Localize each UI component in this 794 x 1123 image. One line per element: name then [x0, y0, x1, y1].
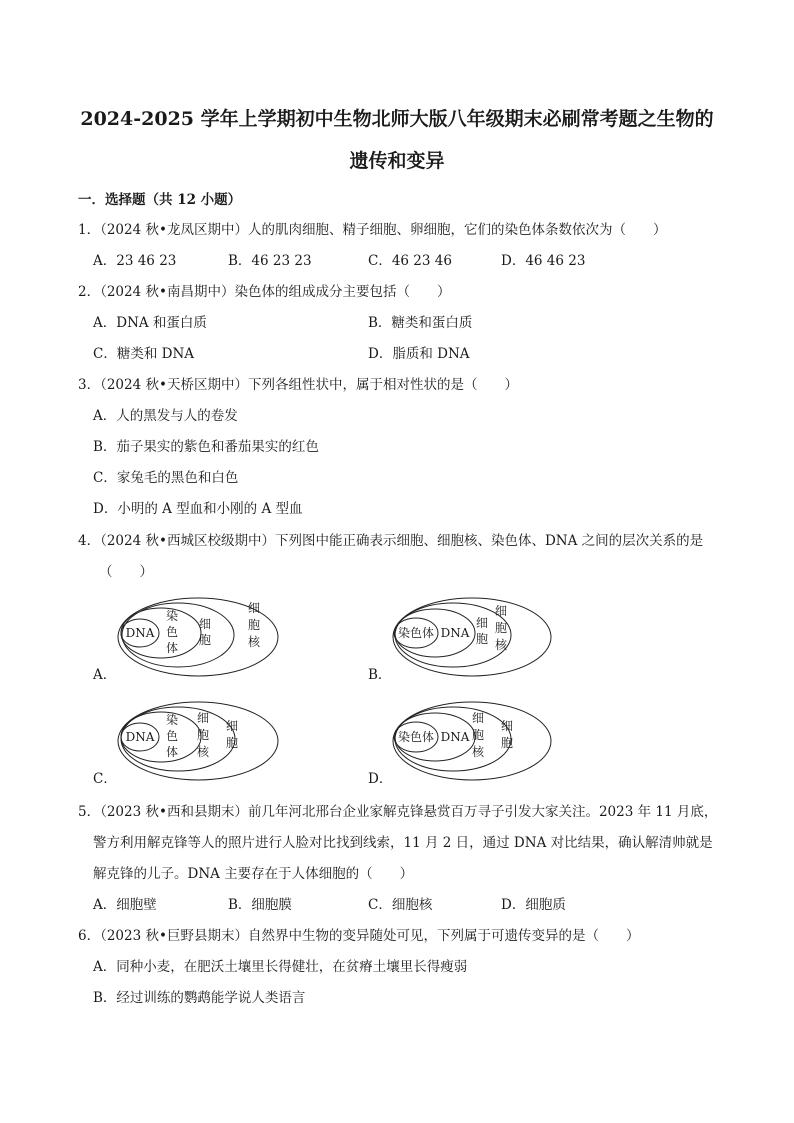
label-chromosome-2: 色: [165, 729, 179, 743]
question-3-stem: 3．（2024 秋•天桥区期中）下列各组性状中，属于相对性状的是（ ）: [78, 377, 518, 393]
question-2-stem: 2．（2024 秋•南昌期中）染色体的组成成分主要包括（ ）: [78, 284, 451, 300]
label-nucleus-1: 细: [471, 711, 485, 725]
label-nucleus-1: 细: [247, 601, 261, 615]
label-dna: DNA: [440, 730, 470, 744]
label-nucleus-2: 胞: [247, 618, 261, 632]
question-6-option-a: A．同种小麦，在肥沃土壤里长得健壮，在贫瘠土壤里长得瘦弱: [93, 959, 468, 975]
venn-diagram-b: [391, 596, 553, 678]
question-4-option-b: B．: [368, 667, 392, 683]
venn-diagram-d: [391, 700, 553, 782]
label-chromosome-2: 色: [165, 625, 179, 639]
question-3-option-d: D．小明的 A 型血和小刚的 A 型血: [93, 501, 303, 517]
question-5-option-c: C．细胞核: [368, 897, 433, 913]
question-5-stem-line-2: 警方利用解克锋等人的照片进行人脸对比找到线索，11 月 2 日，通过 DNA 对比结果，确认解清帅就是: [93, 835, 713, 851]
label-cell-1: 细: [198, 617, 212, 631]
label-nucleus-3: 核: [494, 638, 508, 652]
question-3-option-b: B．茄子果实的紫色和番茄果实的红色: [93, 439, 319, 455]
label-cell-1: 细: [225, 719, 239, 733]
question-2-option-a: A．DNA 和蛋白质: [93, 315, 207, 331]
label-nucleus-3: 核: [471, 745, 485, 759]
question-2-option-d: D．脂质和 DNA: [368, 346, 470, 362]
question-1-stem: 1．（2024 秋•龙凤区期中）人的肌肉细胞、精子细胞、卵细胞，它们的染色体条数依次为（ ）: [78, 222, 667, 238]
label-nucleus-2: 胞: [471, 728, 485, 742]
question-5-option-b: B．细胞膜: [228, 897, 292, 913]
label-chromosome: 染色体: [397, 626, 435, 640]
question-5-option-a: A．细胞壁: [93, 897, 157, 913]
section-heading: 一．选择题（共 12 小题）: [78, 192, 242, 208]
label-nucleus-3: 核: [196, 745, 210, 759]
venn-diagram-c: [116, 700, 280, 782]
document-title-line-1: 2024-2025 学年上学期初中生物北师大版八年级期末必刷常考题之生物的: [80, 108, 714, 130]
question-6-option-b: B．经过训练的鹦鹉能学说人类语言: [93, 990, 306, 1006]
question-4-option-d: D．: [368, 771, 393, 787]
label-dna: DNA: [125, 626, 155, 640]
label-nucleus-1: 细: [494, 604, 508, 618]
label-chromosome-3: 体: [165, 745, 179, 759]
question-6-stem: 6．（2023 秋•巨野县期末）自然界中生物的变异随处可见，下列属于可遗传变异的是（ ）: [78, 928, 640, 944]
question-4-option-a: A．: [93, 667, 117, 683]
question-2-option-b: B．糖类和蛋白质: [368, 315, 473, 331]
label-cell-2: 胞: [225, 736, 239, 750]
label-chromosome-1: 染: [165, 713, 179, 727]
label-dna: DNA: [440, 626, 470, 640]
label-cell-1: 细: [500, 719, 514, 733]
question-2-option-c: C．糖类和 DNA: [93, 346, 195, 362]
label-dna: DNA: [125, 730, 155, 744]
label-nucleus-2: 胞: [494, 621, 508, 635]
question-3-option-c: C．家兔毛的黑色和白色: [93, 470, 239, 486]
question-1-option-b: B．46 23 23: [228, 253, 312, 269]
label-nucleus-1: 细: [196, 711, 210, 725]
label-cell-1: 细: [475, 616, 489, 630]
question-1-option-a: A．23 46 23: [93, 253, 177, 269]
question-5-stem: 5．（2023 秋•西和县期末）前几年河北邢台企业家解克锋悬赏百万寻子引发大家关注。2023 年 11 月底，: [78, 804, 718, 820]
question-3-option-a: A．人的黑发与人的卷发: [93, 408, 238, 424]
label-chromosome: 染色体: [397, 730, 435, 744]
venn-diagram-a: [116, 596, 280, 678]
label-cell-2: 胞: [198, 633, 212, 647]
label-nucleus-3: 核: [247, 635, 261, 649]
question-5-stem-line-3: 解克锋的儿子。DNA 主要存在于人体细胞的（ ）: [93, 866, 414, 882]
label-nucleus-2: 胞: [196, 728, 210, 742]
question-1-option-d: D．46 46 23: [501, 253, 586, 269]
question-5-option-d: D．细胞质: [501, 897, 566, 913]
question-1-option-c: C．46 23 46: [368, 253, 452, 269]
document-title-line-2: 遗传和变异: [349, 150, 445, 172]
question-4-option-c: C．: [93, 771, 117, 787]
question-4-stem-paren: （ ）: [99, 564, 153, 580]
question-4-stem: 4．（2024 秋•西城区校级期中）下列图中能正确表示细胞、细胞核、染色体、DNA 之间的层次关系的是: [78, 533, 704, 549]
label-cell-2: 胞: [500, 736, 514, 750]
label-chromosome-1: 染: [165, 609, 179, 623]
label-chromosome-3: 体: [165, 641, 179, 655]
label-cell-2: 胞: [475, 632, 489, 646]
